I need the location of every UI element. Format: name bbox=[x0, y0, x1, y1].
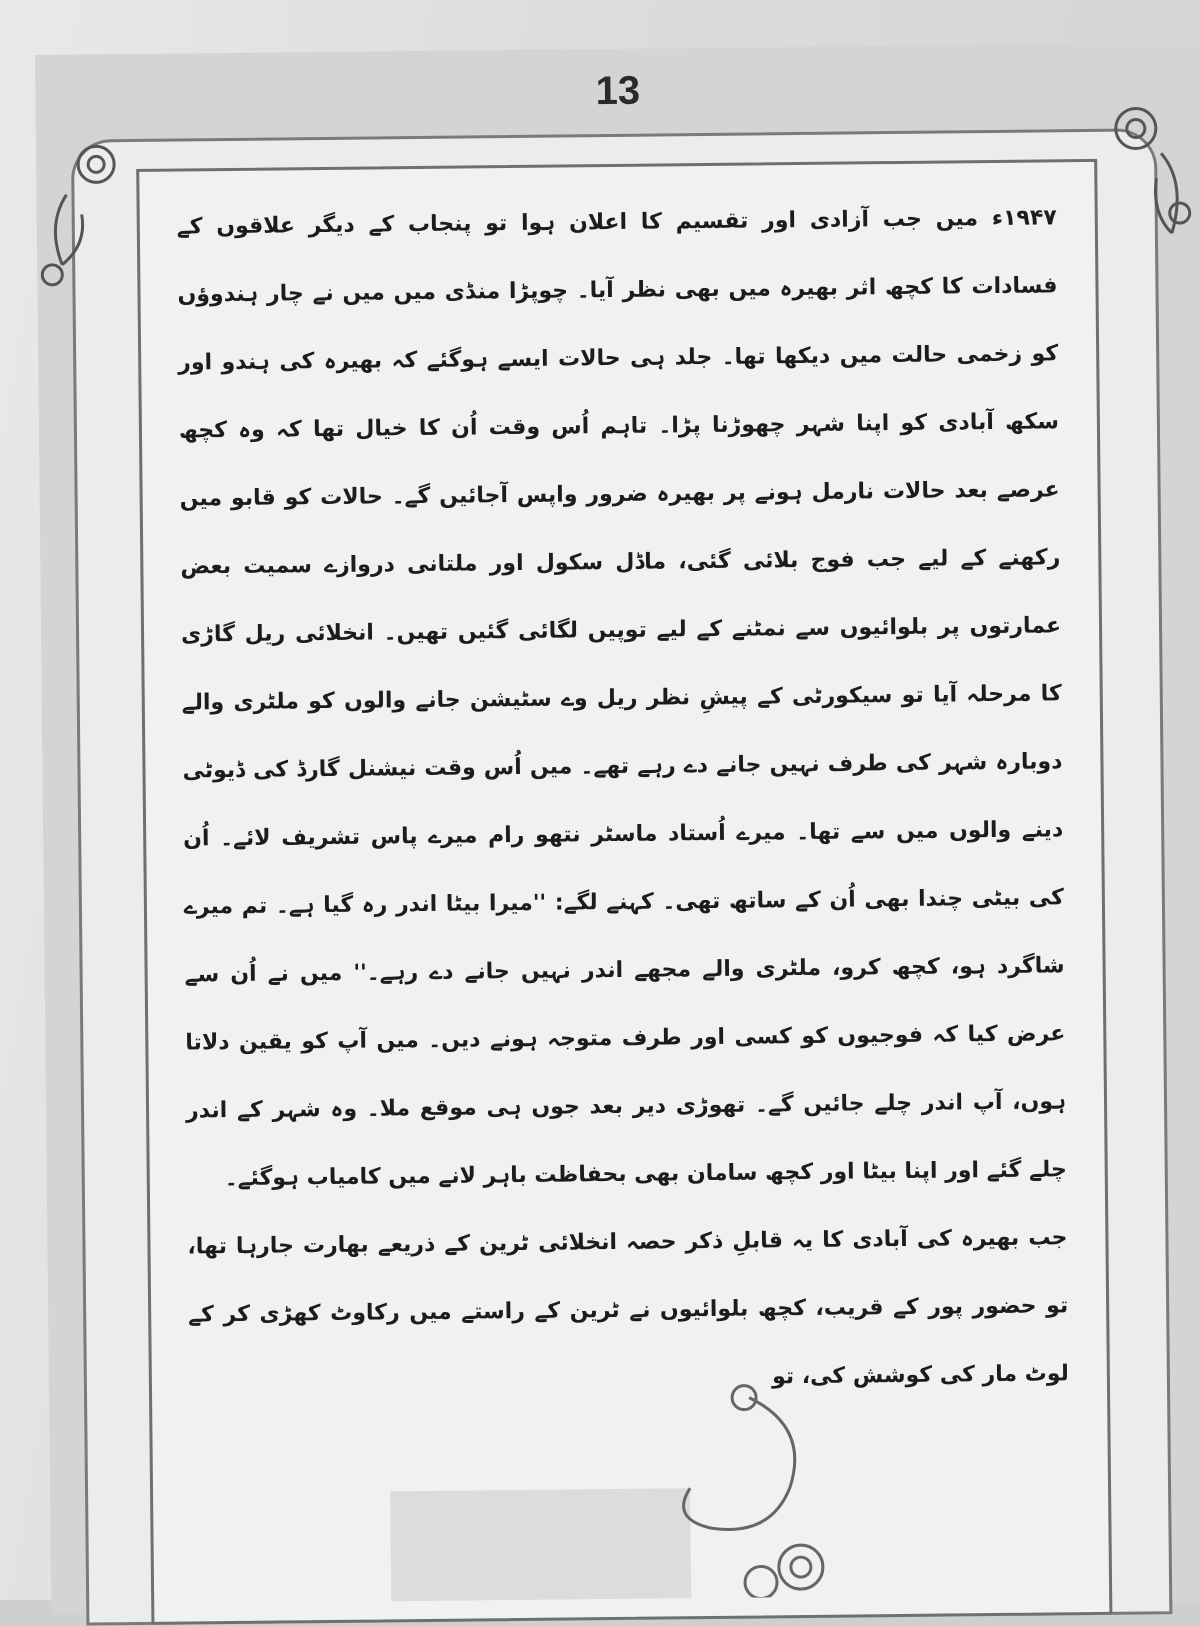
page-number: 13 bbox=[595, 68, 641, 114]
paragraph-2: جب بھیرہ کی آبادی کا یہ قابلِ ذکر حصہ انخلائی ٹرین کے ذریعے بھارت جارہا تھا، تو حضور پور کے قریب، کچھ بلوائیوں نے ٹرین کے راستے میں رکاوٹ کھڑی کر کے لوٹ مار کی کوشش کی، تو bbox=[187, 1225, 1069, 1390]
flower-ornament-icon bbox=[1090, 93, 1200, 254]
body-text bbox=[176, 184, 1069, 1417]
flower-ornament-icon bbox=[26, 134, 138, 295]
book-page bbox=[35, 43, 1200, 1615]
rose-vine-icon bbox=[389, 1366, 871, 1601]
paragraph-1: ۱۹۴۷ء میں جب آزادی اور تقسیم کا اعلان ہوا تو پنجاب کے دیگر علاقوں کے فسادات کا کچھ اثر بھیرہ میں بھی نظر آیا۔ چوپڑا منڈی میں میں نے چار ہندوؤں کو زخمی حالت میں دیکھا تھا۔ جلد ہی حالات ایسے ہوگئے کہ بھیرہ کی ہندو اور سکھ آبادی کو اپنا شہر چھوڑنا پڑا۔ تاہم اُس وقت اُن کا خیال تھا کہ وہ کچھ عرصے بعد حالات نارمل ہونے پر بھیرہ ضرور واپس آجائیں گے۔ حالات کو قابو میں رکھنے کے لیے جب فوج بلائی گئی، ماڈل سکول اور ملتانی دروازے سمیت بعض عمارتوں پر بلوائیوں سے نمٹنے کے لیے توپیں لگائی گئیں تھیں۔ انخلائی ریل گاڑی کا مرحلہ آیا تو سیکورٹی کے پیشِ نظر ریل وے سٹیشن جانے والوں کو ملٹری والے دوبارہ شہر کی طرف نہیں جانے دے رہے تھے۔ میں اُس وقت نیشنل گارڈ کی ڈیوٹی دینے والوں میں سے تھا۔ میرے اُستاد ماسٹر نتھو رام میرے پاس تشریف لائے۔ اُن کی بیٹی چندا بھی اُن کے ساتھ تھی۔ کہنے لگے: ''میرا بیٹا اندر رہ گیا ہے۔ تم میرے شاگرد ہو، کچھ کرو، ملٹری والے مجھے اندر نہیں جانے دے رہے۔'' میں نے اُن سے عرض کیا کہ فوجیوں کو کسی اور طرف متوجہ ہونے دیں۔ میں آپ کو یقین دلاتا ہوں، آپ اندر چلے جائیں گے۔ تھوڑی دیر بعد جوں ہی موقع ملا۔ وہ شہر کے اندر چلے گئے اور اپنا بیٹا اور کچھ سامان بھی بحفاظت باہر لانے میں کامیاب ہوگئے۔ bbox=[176, 205, 1067, 1192]
